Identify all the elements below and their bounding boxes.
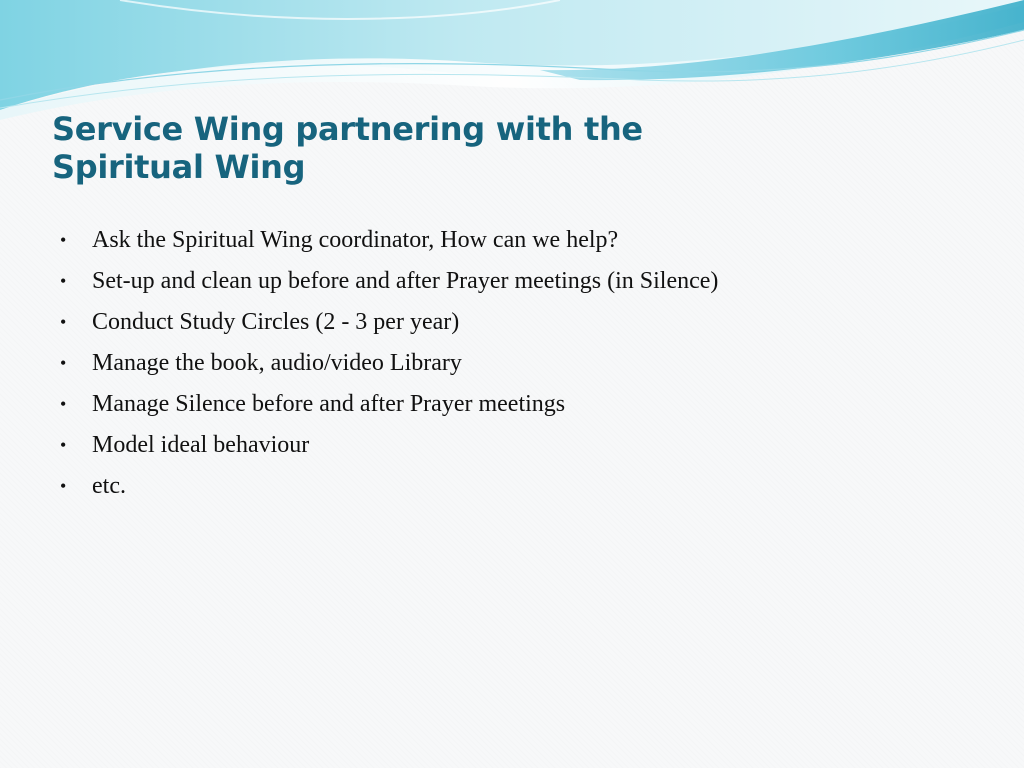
slide-title	[52, 110, 952, 186]
bullet-item	[60, 263, 980, 304]
bullet-item	[60, 222, 980, 263]
bullet-text: Manage Silence before and after Prayer meetings	[92, 391, 566, 417]
bullet-item	[60, 468, 980, 509]
bullet-item	[60, 427, 980, 468]
bullet-list	[60, 222, 980, 509]
bullet-text: etc.	[92, 473, 126, 499]
bullet-item	[60, 304, 980, 345]
bullet-text: Conduct Study Circles (2 - 3 per year)	[92, 309, 460, 335]
bullet-text: Set-up and clean up before and after Prayer meetings (in Silence)	[92, 268, 719, 294]
bullet-text: Manage the book, audio/video Library	[92, 350, 462, 376]
bullet-icon: •	[60, 230, 67, 250]
bullet-item	[60, 345, 980, 386]
bullet-icon: •	[60, 353, 67, 373]
bullet-text: Model ideal behaviour	[92, 432, 310, 458]
bullet-icon: •	[60, 476, 67, 496]
bullet-icon: •	[60, 435, 67, 455]
slide-title-line-1: Service Wing partnering with the	[52, 110, 643, 148]
bullet-icon: •	[60, 312, 67, 332]
bullet-text: Ask the Spiritual Wing coordinator, How can we help?	[92, 227, 619, 253]
slide-title-line-2: Spiritual Wing	[52, 148, 306, 186]
bullet-item	[60, 386, 980, 427]
bullet-icon: •	[60, 271, 67, 291]
bullet-icon: •	[60, 394, 67, 414]
